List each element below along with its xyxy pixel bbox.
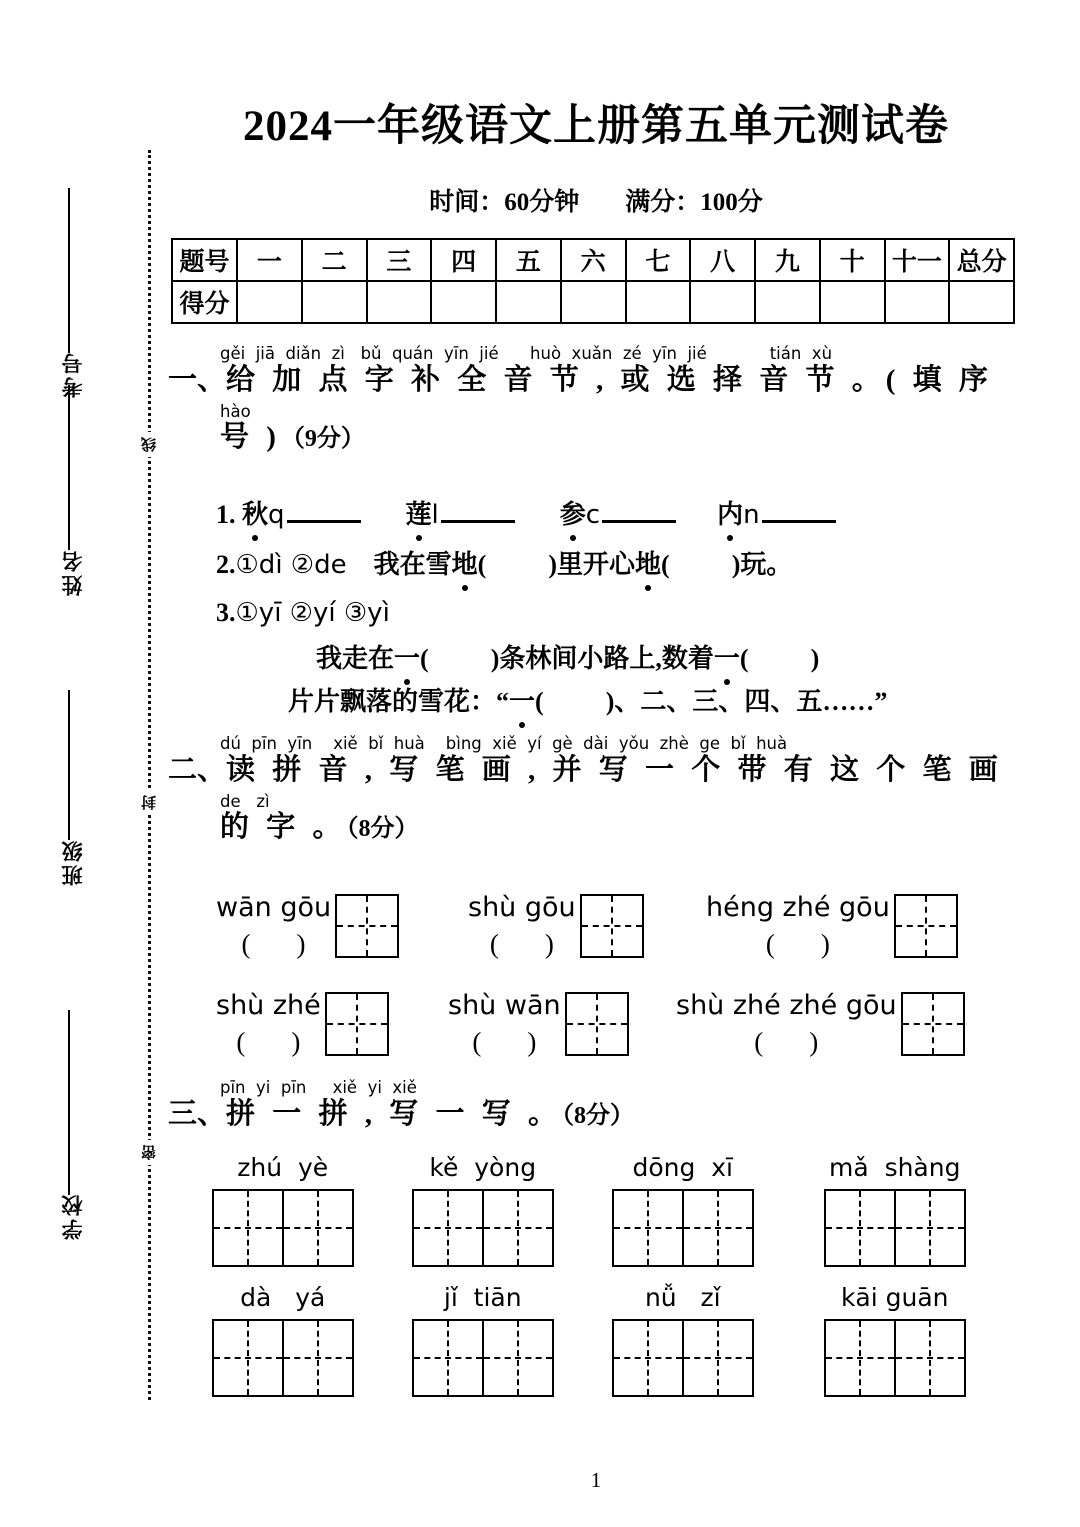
stroke-answer-4[interactable]: [216, 1024, 321, 1060]
field-label-school: 学校: [61, 1192, 85, 1240]
score-cell-7[interactable]: [626, 281, 691, 323]
stroke-name-4: shù zhé: [216, 990, 321, 1021]
word-item-4: [824, 1154, 966, 1267]
score-cell-8[interactable]: [690, 281, 755, 323]
exam-duration: 时间：60分钟: [429, 189, 580, 216]
q2-close-paren-a: ): [548, 550, 557, 579]
score-cell-6[interactable]: [561, 281, 626, 323]
page-title: 2024一年级语文上册第五单元测试卷: [243, 103, 949, 150]
word-cell-5a[interactable]: [212, 1319, 284, 1397]
word-item-8: [824, 1284, 966, 1397]
word-cell-1a[interactable]: [212, 1189, 284, 1267]
exam-total-score: 满分：100分: [625, 189, 763, 216]
stroke-write-grid-3[interactable]: [894, 894, 958, 958]
score-table-col-1: 一: [237, 239, 302, 281]
field-rule-school: [68, 1010, 70, 1195]
q3-line2-text-a: 片片飘落的雪花：“: [288, 687, 510, 716]
q1-char-1: 秋: [242, 499, 268, 532]
stroke-close-paren-5: ): [527, 1027, 537, 1058]
q3-line2-close-paren: ): [605, 687, 615, 716]
q1-initial-1: q: [268, 500, 285, 530]
score-cell-11[interactable]: [885, 281, 950, 323]
word-cell-2a[interactable]: [412, 1189, 484, 1267]
q2-open-paren-b: (: [661, 550, 670, 579]
question-3-sentence-line-2: [288, 686, 887, 719]
stroke-answer-3[interactable]: [706, 926, 890, 962]
score-table-col-total: 总分: [949, 239, 1014, 281]
q1-answer-blank-2[interactable]: [441, 498, 515, 523]
section-one-index: 一、: [168, 363, 227, 396]
score-cell-10[interactable]: [820, 281, 885, 323]
q3-options: ①yī ②yí ③yì: [235, 598, 390, 628]
word-pinyin-8: kāi guān: [840, 1283, 949, 1312]
stroke-close-paren-4: ): [291, 1027, 301, 1058]
q1-initial-3: c: [585, 500, 601, 530]
score-cell-1[interactable]: [237, 281, 302, 323]
score-table-col-4: 四: [431, 239, 496, 281]
score-table-header-row: [172, 239, 1014, 281]
word-cell-6a[interactable]: [412, 1319, 484, 1397]
stroke-open-paren-2: (: [489, 929, 499, 960]
stroke-write-grid-2[interactable]: [580, 894, 644, 958]
section-three-title-line-1: [168, 1097, 1028, 1132]
word-pinyin-6: jǐ tiān: [443, 1283, 522, 1312]
question-1-number: 1.: [216, 500, 236, 529]
stroke-answer-1[interactable]: [216, 926, 331, 962]
question-1-line: [216, 498, 838, 532]
score-table-col-7: 七: [626, 239, 691, 281]
field-rule-exam-no: [68, 188, 70, 353]
section-three-title-text-1: 拼 一 拼 , 写 一 写 。: [226, 1097, 563, 1130]
section-one-pinyin-line-1: gěi jiā diǎn zì bǔ quán yīn jié huò xuǎn zé yīn jié tián xù: [220, 344, 833, 363]
section-two: [168, 736, 1028, 846]
stroke-open-paren-4: (: [236, 1027, 246, 1058]
word-grid-7: [612, 1319, 754, 1397]
score-cell-3[interactable]: [367, 281, 432, 323]
stroke-block-4: [216, 988, 321, 1061]
q2-text-a: 我在雪: [373, 550, 452, 579]
word-cell-4b[interactable]: [894, 1189, 966, 1267]
q2-open-paren-a: (: [477, 550, 487, 579]
stroke-open-paren-6: (: [754, 1027, 764, 1058]
field-label-name: 姓名: [61, 548, 85, 596]
word-pinyin-7: nǚ zǐ: [644, 1283, 721, 1312]
score-table-col-2: 二: [302, 239, 367, 281]
section-two-index: 二、: [168, 753, 227, 786]
q1-char-2: 莲: [406, 499, 432, 532]
word-item-7: [612, 1284, 754, 1397]
section-two-points: （8分）: [346, 816, 419, 843]
stroke-item-3: [706, 890, 958, 963]
score-table-col-10: 十: [820, 239, 885, 281]
word-cell-7b[interactable]: [682, 1319, 754, 1397]
q1-char-4: 内: [717, 499, 743, 532]
stroke-write-grid-6[interactable]: [901, 992, 965, 1056]
q2-dotted-char-a: 地: [452, 549, 478, 582]
word-grid-2: [412, 1189, 554, 1267]
stroke-close-paren-3: ): [820, 929, 830, 960]
score-table-col-11: 十一: [885, 239, 950, 281]
question-3-number: 3.: [216, 598, 236, 627]
seal-margin-strip: [0, 0, 168, 1527]
field-label-exam-no: 考号: [61, 350, 85, 398]
stroke-name-6: shù zhé zhé gōu: [676, 990, 897, 1021]
section-one-title-line-1: [168, 363, 1028, 398]
stroke-block-3: [706, 890, 890, 963]
question-3-line: [216, 597, 390, 630]
section-three-index: 三、: [168, 1097, 227, 1130]
field-rule-name: [68, 385, 70, 550]
score-table-col-8: 八: [690, 239, 755, 281]
seal-char-feng: 封: [139, 790, 160, 815]
section-one-title-line-2: [220, 420, 1028, 455]
exam-paper-sheet: [168, 0, 1080, 1527]
score-cell-5[interactable]: [496, 281, 561, 323]
stroke-name-5: shù wān: [448, 990, 561, 1021]
word-pinyin-3: dōng xī: [632, 1153, 733, 1182]
score-cell-4[interactable]: [431, 281, 496, 323]
section-one-pinyin-line-2: hào: [220, 401, 251, 421]
section-two-pinyin-line-1: dú pīn yīn xiě bǐ huà bìng xiě yí gè dài yǒu zhè ge bǐ huà: [220, 734, 788, 753]
word-cell-1b[interactable]: [282, 1189, 354, 1267]
q3-line1-open-paren-2: (: [739, 644, 749, 673]
stroke-block-5: [448, 988, 561, 1061]
word-cell-3a[interactable]: [612, 1189, 684, 1267]
word-grid-6: [412, 1319, 554, 1397]
q2-dotted-char-b: 地: [635, 549, 661, 582]
q3-line2-dotted: 一: [509, 686, 535, 719]
section-one-title-text-2: 号 ): [220, 421, 281, 454]
q1-initial-4: n: [743, 500, 760, 530]
score-cell-2[interactable]: [302, 281, 367, 323]
section-two-title-text-1: 读 拼 音 , 写 笔 画 , 并 写 一 个 带 有 这 个 笔 画: [226, 753, 1003, 786]
q2-close-paren-b: ): [731, 550, 741, 579]
word-cell-8a[interactable]: [824, 1319, 896, 1397]
score-table-score-row: [172, 281, 1014, 323]
score-table-row-label-question: 题号: [172, 239, 237, 281]
word-cell-3b[interactable]: [682, 1189, 754, 1267]
field-rule-class: [68, 690, 70, 840]
section-three-pinyin-line-1: pīn yi pīn xiě yi xiě: [220, 1078, 417, 1097]
word-grid-4: [824, 1189, 966, 1267]
question-3-sentence-line-1: [316, 643, 819, 676]
word-cell-8b[interactable]: [894, 1319, 966, 1397]
word-cell-4a[interactable]: [824, 1189, 896, 1267]
score-table-col-3: 三: [367, 239, 432, 281]
stroke-block-6: [676, 988, 897, 1061]
q3-line1-dotted-1: 一: [394, 643, 420, 676]
seal-dotted-line: [148, 150, 151, 1400]
seal-char-xian: 线: [139, 432, 160, 457]
stroke-close-paren-1: ): [296, 929, 306, 960]
word-grid-1: [212, 1189, 354, 1267]
stroke-block-2: [468, 890, 576, 963]
q1-initial-2: l: [431, 500, 439, 530]
q3-line2-text-b: 、二、三、四、五……”: [614, 687, 888, 716]
section-three-points: （8分）: [562, 1102, 635, 1129]
stroke-name-1: wān gōu: [216, 892, 332, 923]
stroke-answer-5[interactable]: [448, 1024, 561, 1060]
section-one: [168, 346, 1028, 456]
q2-text-b: 里开心: [556, 550, 635, 579]
word-cell-6b[interactable]: [482, 1319, 554, 1397]
word-pinyin-1: zhú yè: [237, 1153, 329, 1182]
q1-answer-blank-4[interactable]: [762, 498, 836, 523]
word-grid-5: [212, 1319, 354, 1397]
word-item-1: [212, 1154, 354, 1267]
score-table-col-5: 五: [496, 239, 561, 281]
word-grid-3: [612, 1189, 754, 1267]
stroke-open-paren-1: (: [241, 929, 251, 960]
word-cell-7a[interactable]: [612, 1319, 684, 1397]
stroke-close-paren-2: ): [544, 929, 554, 960]
q2-options: ①dì ②de: [235, 550, 347, 580]
word-item-6: [412, 1284, 554, 1397]
word-cell-5b[interactable]: [282, 1319, 354, 1397]
section-one-title-text-1: 给 加 点 字 补 全 音 节 , 或 选 择 音 节 。( 填 序: [226, 363, 993, 396]
word-cell-2b[interactable]: [482, 1189, 554, 1267]
q3-line1-open-paren-1: (: [420, 644, 429, 673]
q3-line2-open-paren: (: [535, 687, 544, 716]
score-cell-total[interactable]: [949, 281, 1014, 323]
q3-line1-text-a: 我走在: [316, 644, 395, 673]
stroke-write-grid-1[interactable]: [335, 894, 399, 958]
stroke-answer-6[interactable]: [676, 1024, 897, 1060]
stroke-item-4: [216, 988, 389, 1061]
score-table-col-6: 六: [561, 239, 626, 281]
q3-line1-text-b: 条林间小路上,数着: [499, 644, 714, 673]
q2-text-c: 玩。: [740, 550, 793, 579]
exam-meta-line: [168, 182, 1024, 218]
stroke-write-grid-4[interactable]: [325, 992, 389, 1056]
seal-char-mi: 密: [139, 1140, 160, 1165]
word-pinyin-2: kě yòng: [429, 1153, 537, 1182]
stroke-item-2: [468, 890, 644, 963]
stroke-write-grid-5[interactable]: [565, 992, 629, 1056]
stroke-item-5: [448, 988, 629, 1061]
page-number: 1: [590, 1468, 602, 1492]
stroke-item-6: [676, 988, 965, 1061]
stroke-block-1: [216, 890, 331, 963]
q3-line1-close-paren-2: ): [810, 644, 820, 673]
q1-answer-blank-1[interactable]: [287, 498, 361, 523]
q1-char-3: 参: [560, 499, 586, 532]
word-item-5: [212, 1284, 354, 1397]
stroke-open-paren-3: (: [765, 929, 775, 960]
question-2-line: [216, 549, 792, 582]
stroke-open-paren-5: (: [472, 1027, 482, 1058]
word-grid-8: [824, 1319, 966, 1397]
section-two-pinyin-line-2: de zì: [220, 791, 270, 811]
q3-line1-dotted-2: 一: [714, 643, 740, 676]
q3-line1-close-paren-1: ): [490, 644, 500, 673]
word-item-3: [612, 1154, 754, 1267]
section-three: [168, 1080, 1028, 1132]
word-pinyin-5: dà yá: [240, 1283, 326, 1312]
stroke-name-2: shù gōu: [468, 892, 576, 923]
question-2-number: 2.: [216, 550, 236, 579]
word-pinyin-4: mǎ shàng: [829, 1153, 961, 1182]
section-two-title-line-2: [220, 810, 1028, 845]
word-item-2: [412, 1154, 554, 1267]
field-label-class: 班级: [61, 838, 85, 886]
stroke-answer-2[interactable]: [468, 926, 576, 962]
score-table: [171, 238, 1015, 324]
stroke-item-1: [216, 890, 399, 963]
score-cell-9[interactable]: [755, 281, 820, 323]
section-two-title-line-1: [168, 753, 1028, 788]
stroke-close-paren-6: ): [809, 1027, 819, 1058]
q1-answer-blank-3[interactable]: [602, 498, 676, 523]
score-table-row-label-score: 得分: [172, 281, 237, 323]
stroke-name-3: héng zhé gōu: [706, 892, 890, 923]
section-two-title-text-2: 的 字 。: [220, 811, 347, 844]
score-table-col-9: 九: [755, 239, 820, 281]
section-one-points: （9分）: [280, 426, 365, 453]
